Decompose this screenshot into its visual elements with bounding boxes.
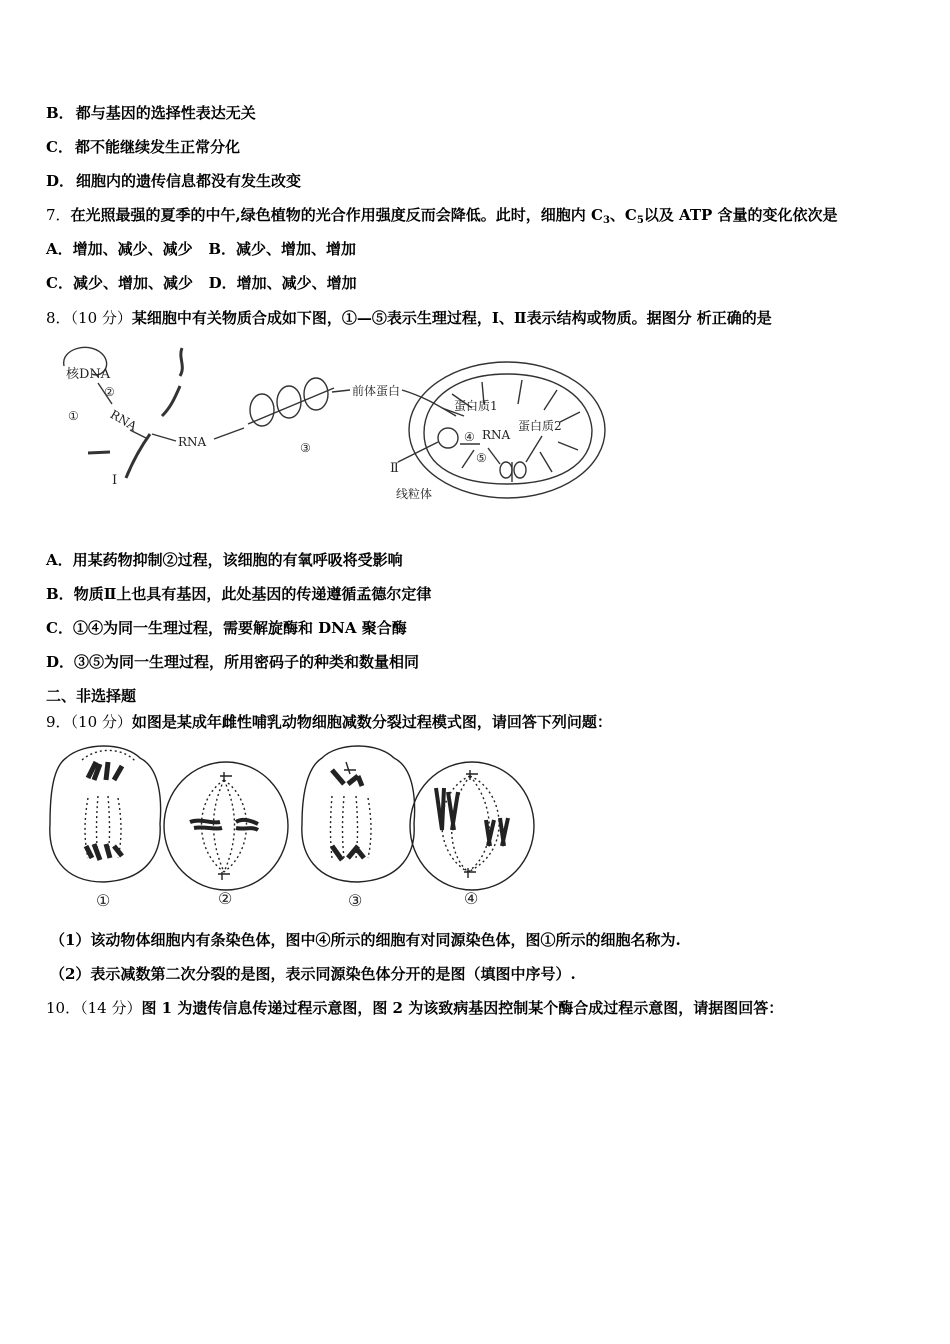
arrow-precursor <box>332 390 350 392</box>
question-text: 某细胞中有关物质合成如下图，①—⑤表示生理过程，Ⅰ、Ⅱ表示结构或物质。据图分 析正确的是 <box>131 309 772 327</box>
label-protein-1: 蛋白质1 <box>454 399 498 413</box>
option-letter: B． <box>208 240 237 258</box>
option-text: 物质Ⅱ上也具有基因，此处基因的传递遵循孟德尔定律 <box>73 585 432 603</box>
membrane-strand <box>162 386 180 416</box>
label-process-4: ④ <box>464 430 475 444</box>
ribosome-3 <box>304 378 328 410</box>
arrow-5 <box>488 448 500 464</box>
option-letter: A． <box>46 551 73 569</box>
option-letter: A． <box>46 240 73 258</box>
label-process-1: ① <box>68 409 79 423</box>
q8-option-a <box>46 549 403 570</box>
mito-dna <box>438 428 458 448</box>
label-process-5: ⑤ <box>476 451 487 465</box>
option-letter: D． <box>46 172 75 190</box>
cell-2 <box>164 762 288 908</box>
question-number: 9． <box>46 713 71 731</box>
option-text: 减少、增加、增加 <box>236 240 357 258</box>
q8-option-d <box>46 651 419 672</box>
q9-subquestion-2: （2）表示减数第二次分裂的是图，表示同源染色体分开的是图（填图中序号）. <box>50 965 576 983</box>
mito-ribosome-1 <box>500 462 512 478</box>
label-precursor-protein: 前体蛋白 <box>352 384 401 398</box>
question-text: 如图是某成年雌性哺乳动物细胞减数分裂过程模式图，请回答下列问题： <box>131 713 612 731</box>
option-letter: B． <box>46 585 74 603</box>
q7-text-b: 、C <box>609 206 637 224</box>
option-text: 都不能继续发生正常分化 <box>74 138 240 156</box>
subscript-5: 5 <box>636 215 644 226</box>
mito-ribosome-2 <box>514 462 526 478</box>
protein-synthesis-diagram <box>52 338 612 508</box>
option-letter: D． <box>46 653 75 671</box>
q9-stem <box>46 711 612 732</box>
option-text: 用某药物抑制②过程，该细胞的有氧呼吸将受影响 <box>72 551 403 569</box>
section-heading: 二、非选择题 <box>46 687 137 705</box>
arrow-to-rna <box>152 434 176 441</box>
label-structure-1: Ⅰ <box>112 473 118 488</box>
cell-label-2: ② <box>218 889 233 908</box>
cell-3 <box>302 746 415 910</box>
option-letter: D． <box>208 274 237 292</box>
arrow-protein-2 <box>526 436 542 462</box>
ribosome-2 <box>277 386 301 418</box>
option-text: 都与基因的选择性表达无关 <box>75 104 256 122</box>
q8-option-c <box>46 617 407 638</box>
subscript-3: 3 <box>602 215 610 226</box>
membrane-strand-bottom <box>126 434 150 478</box>
membrane-fragment <box>88 452 110 453</box>
label-nuclear-dna: 核DNA <box>66 367 111 382</box>
q6-option-c <box>46 136 240 157</box>
option-text: 增加、减少、减少 <box>72 240 193 258</box>
option-letter: C． <box>46 138 73 156</box>
question-number: 7． <box>46 206 71 224</box>
option-text: 细胞内的遗传信息都没有发生改变 <box>76 172 302 190</box>
label-process-2: ② <box>104 385 115 399</box>
option-letter: B． <box>46 104 74 122</box>
arrow-import <box>402 390 456 416</box>
q7-text-c: 以及 ATP 含量的变化依次是 <box>643 206 838 224</box>
cell-1 <box>50 746 161 910</box>
q7-options-row-1 <box>46 238 356 259</box>
question-text: 图 1 为遗传信息传递过程示意图，图 2 为该致病基因控制某个酶合成过程示意图，请据图回答： <box>141 999 784 1017</box>
q9-subquestion-1: （1）该动物体细胞内有条染色体，图中④所示的细胞有对同源染色体，图①所示的细胞名称为. <box>50 931 681 949</box>
option-text: 增加、减少、增加 <box>236 274 357 292</box>
cell-label-1: ① <box>96 891 111 910</box>
q7-text-a: 在光照最强的夏季的中午,绿色植物的光合作用强度反而会降低。此时，细胞内 C <box>70 206 603 224</box>
q7-options-row-2 <box>46 272 357 293</box>
q7-stem <box>46 204 838 226</box>
cell-4 <box>410 762 534 908</box>
question-points: （10 分） <box>70 309 132 327</box>
membrane-strand-top <box>180 348 182 376</box>
label-rna-3: RNA <box>482 428 511 442</box>
option-letter: C． <box>46 274 73 292</box>
q8-option-b <box>46 583 431 604</box>
arrow-rna-exit <box>130 430 146 438</box>
meiosis-cells-diagram <box>44 740 544 912</box>
option-text: ③⑤为同一生理过程，所用密码子的种类和数量相同 <box>74 653 420 671</box>
label-structure-2: Ⅱ <box>390 461 399 476</box>
label-mitochondrion: 线粒体 <box>396 487 433 501</box>
q10-stem <box>46 997 783 1018</box>
question-points: （14 分） <box>80 999 142 1017</box>
label-process-3: ③ <box>300 441 311 455</box>
label-protein-2: 蛋白质2 <box>518 419 562 433</box>
option-text: ①④为同一生理过程，需要解旋酶和 DNA 聚合酶 <box>72 619 407 637</box>
q6-option-d <box>46 170 301 191</box>
q6-option-b <box>46 102 256 123</box>
label-rna-1: RNA <box>107 407 140 434</box>
question-number: 8． <box>46 309 71 327</box>
question-points: （10 分） <box>70 713 132 731</box>
q8-stem <box>46 307 772 328</box>
cell-label-3: ③ <box>348 891 363 910</box>
cell-label-4: ④ <box>464 889 479 908</box>
question-number: 10． <box>46 999 81 1017</box>
label-rna-2: RNA <box>178 435 207 449</box>
option-letter: C． <box>46 619 73 637</box>
option-text: 减少、增加、减少 <box>72 274 193 292</box>
arrow-to-ribosome <box>214 428 244 439</box>
